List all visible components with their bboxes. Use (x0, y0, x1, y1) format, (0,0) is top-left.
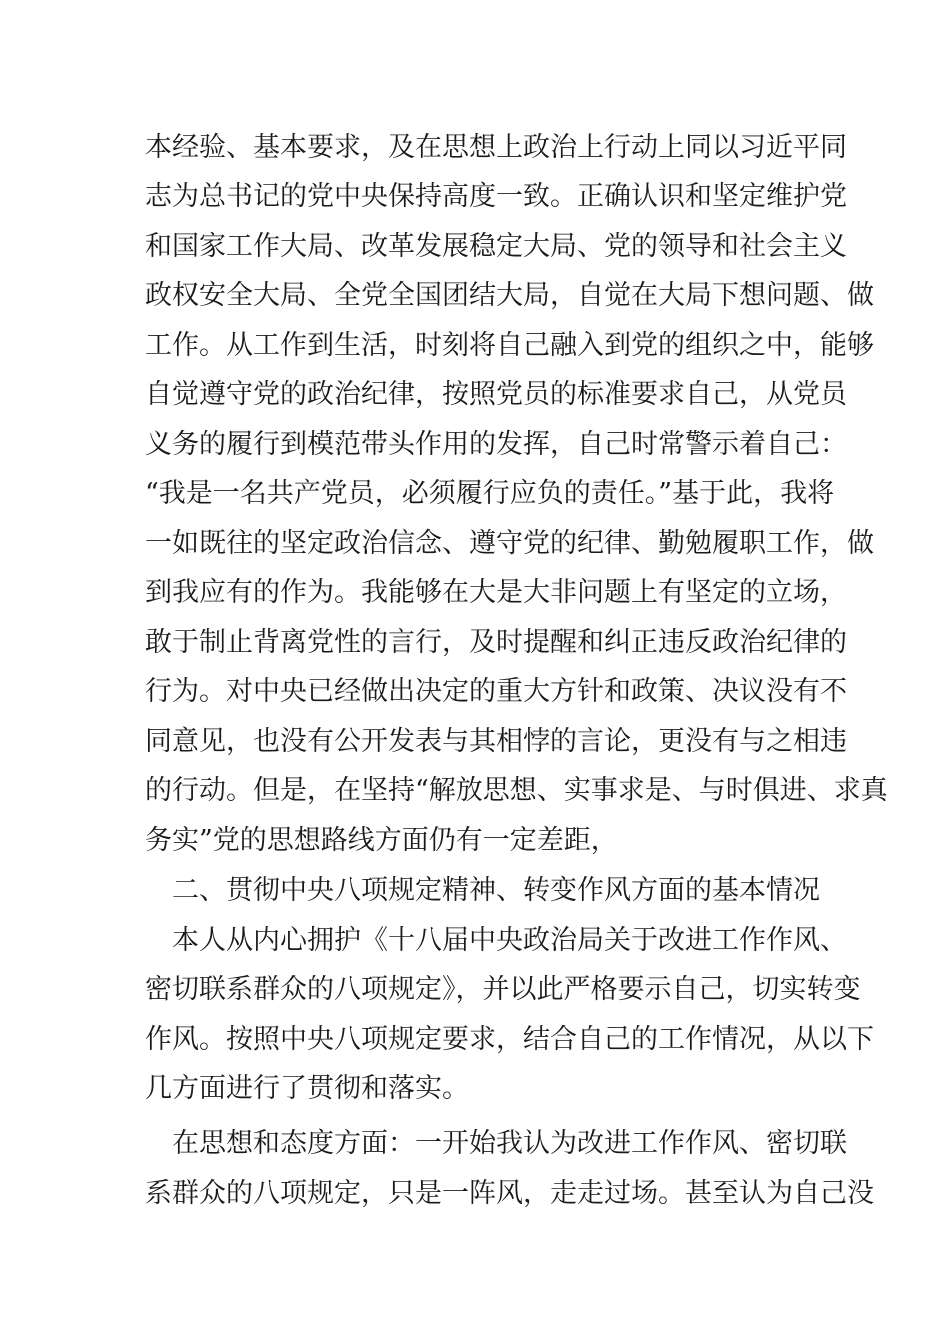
text-line: 自觉遵守党的政治纪律，按照党员的标准要求自己，从党员 (145, 379, 847, 410)
text-line: 的行动。但是，在坚持“解放思想、实事求是、与时俱进、求真 (145, 775, 888, 806)
text-line: 务实”党的思想路线方面仍有一定差距， (145, 825, 618, 856)
text-line: 同意见，也没有公开发表与其相悖的言论，更没有与之相违 (145, 726, 847, 757)
text-line: 本人从内心拥护《十八届中央政治局关于改进工作作风、 (172, 925, 847, 956)
text-line: 工作。从工作到生活，时刻将自己融入到党的组织之中，能够 (145, 330, 874, 361)
text-line: 一如既往的坚定政治信念、遵守党的纪律、勤勉履职工作，做 (145, 528, 874, 559)
text-line: 密切联系群众的八项规定》，并以此严格要示自己，切实转变 (145, 974, 861, 1005)
text-line: 政权安全大局、全党全国团结大局，自觉在大局下想问题、做 (145, 280, 874, 311)
text-line: 到我应有的作为。我能够在大是大非问题上有坚定的立场， (145, 577, 847, 608)
text-line: 义务的履行到模范带头作用的发挥，自己时常警示着自己： (145, 429, 847, 460)
text-line: 作风。按照中央八项规定要求，结合自己的工作情况，从以下 (145, 1024, 874, 1055)
text-line: 敢于制止背离党性的言行，及时提醒和纠正违反政治纪律的 (145, 627, 847, 658)
section-heading: 二、贯彻中央八项规定精神、转变作风方面的基本情况 (172, 875, 820, 906)
text-line: 志为总书记的党中央保持高度一致。正确认识和坚定维护党 (145, 181, 847, 212)
text-line: 本经验、基本要求，及在思想上政治上行动上同以习近平同 (145, 132, 847, 163)
text-line: 行为。对中央已经做出决定的重大方针和政策、决议没有不 (145, 676, 847, 707)
text-line: 和国家工作大局、改革发展稳定大局、党的领导和社会主义 (145, 231, 847, 262)
text-line: 系群众的八项规定，只是一阵风，走走过场。甚至认为自己没 (145, 1178, 874, 1209)
text-line: 在思想和态度方面：一开始我认为改进工作作风、密切联 (172, 1128, 847, 1159)
text-line: “我是一名共产党员，必须履行应负的责任。”基于此，我将 (145, 478, 835, 509)
text-line: 几方面进行了贯彻和落实。 (145, 1073, 469, 1104)
